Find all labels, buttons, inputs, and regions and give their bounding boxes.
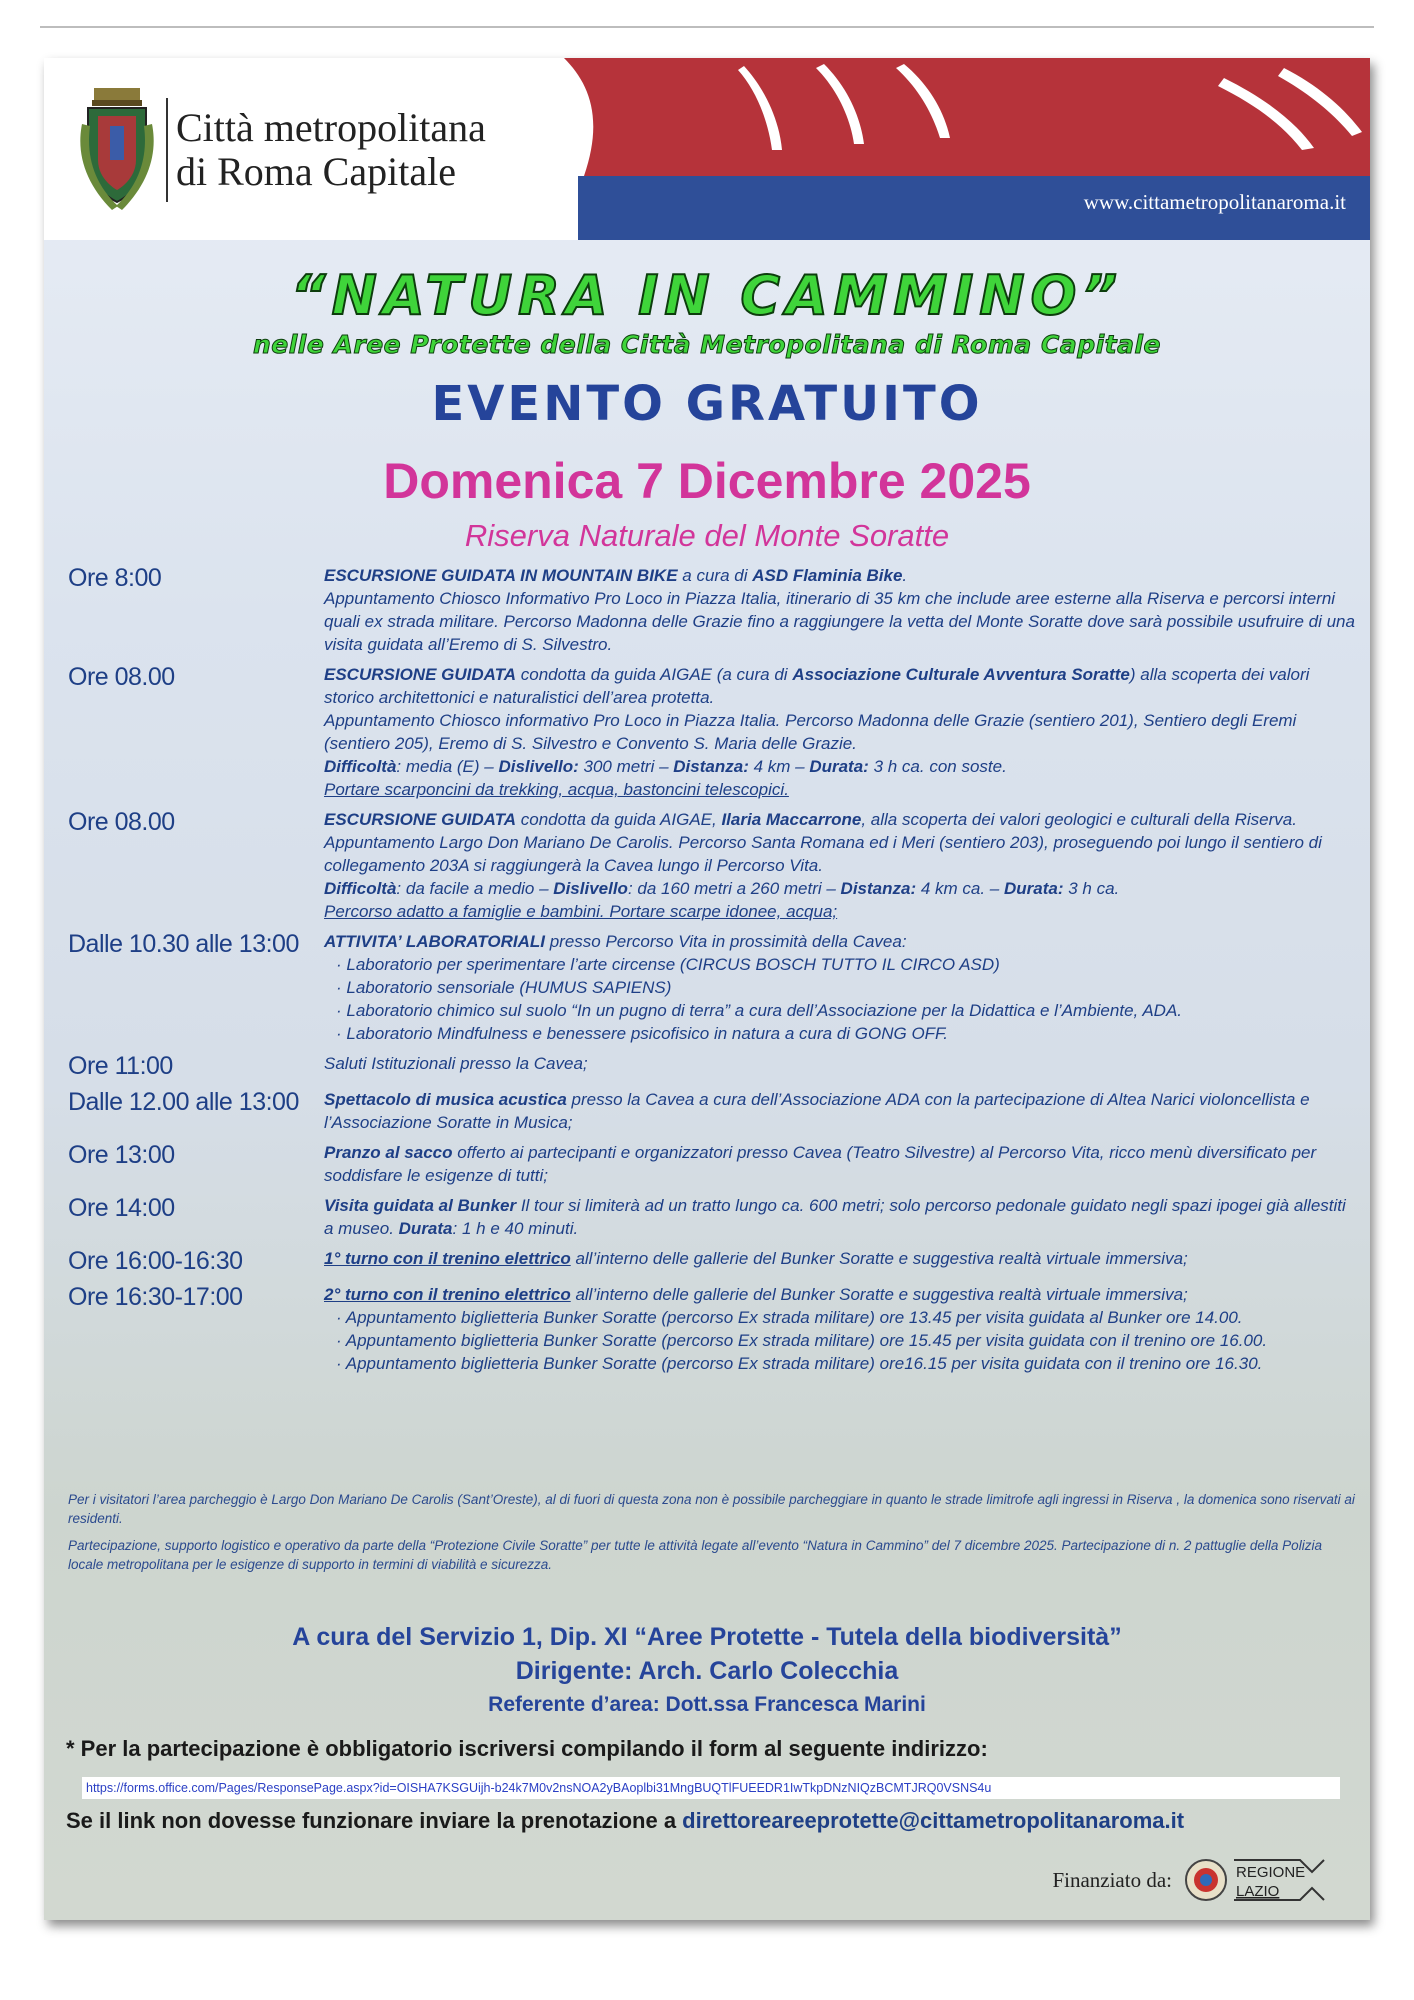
description-bold: Dislivello:: [498, 757, 579, 776]
credits-director: Dirigente: Arch. Carlo Colecchia: [515, 1657, 899, 1685]
description-bold: Durata:: [1004, 879, 1064, 898]
schedule-description: [324, 663, 1358, 801]
logo-divider: [166, 98, 168, 202]
org-name-line1: Città metropolitana: [176, 105, 486, 150]
description-bold: ESCURSIONE GUIDATA: [324, 810, 517, 829]
credits-service: A cura del Servizio 1, Dip. XI “Aree Protette - Tutela della biodiversità”: [292, 1623, 1122, 1651]
schedule-row: [68, 1088, 1358, 1134]
description-bold: Distanza:: [840, 879, 917, 898]
event-location: Riserva Naturale del Monte Soratte: [464, 518, 950, 553]
description-bold: ESCURSIONE GUIDATA IN MOUNTAIN BIKE: [324, 566, 678, 585]
description-underlined: Portare scarponcini da trekking, acqua, bastoncini telescopici.: [324, 780, 789, 799]
description-text: 300 metri –: [578, 757, 674, 776]
event-date: Domenica 7 Dicembre 2025: [383, 453, 1031, 509]
schedule-row: [68, 1283, 1358, 1375]
description-text: condotta da guida AIGAE (a cura di: [516, 665, 793, 684]
description-bold: Durata: [398, 1219, 453, 1238]
description-text: condotta da guida AIGAE,: [516, 810, 722, 829]
schedule-row: [68, 930, 1358, 1045]
description-bold: Difficoltà: [324, 757, 397, 776]
schedule-time: Ore 11:00: [68, 1052, 173, 1080]
signup-instructions: * Per la partecipazione è obbligatorio iscriversi compilando il form al seguente indirizzo:: [66, 1736, 988, 1761]
schedule-row: [68, 808, 1358, 923]
schedule-bullet: · Laboratorio Mindfulness e benessere psicofisico in natura a cura di GONG OFF.: [336, 1024, 948, 1043]
city-crest-icon: [72, 84, 162, 216]
description-bold: Durata:: [809, 757, 869, 776]
schedule-row: [68, 1052, 1358, 1081]
support-note: Partecipazione, supporto logistico e operativo da parte della “Protezione Civile Soratte” per tutte le attività legate all’evento “Natura in Cammino” del 7 dicembre 2025. Partecipazione di n. 2 pattuglie della Polizia locale metropolitana per le esigenze di supporto in termini di viabilità e sicurezza.: [68, 1538, 1322, 1572]
schedule-bullet: · Appuntamento biglietteria Bunker Soratte (percorso Ex strada militare) ore16.15 per visita guidata con il trenino ore 16.30.: [336, 1354, 1263, 1373]
description-text: 4 km ca. –: [916, 879, 1004, 898]
top-rule: [40, 26, 1374, 28]
description-text: ) alla scoperta dei valori storico architettonici e naturalistici dell’area protetta.: [324, 665, 1310, 707]
description-bold: Difficoltà: [324, 879, 397, 898]
fallback-instructions: [66, 1808, 1184, 1834]
description-bold: Ilaria Maccarrone: [721, 810, 862, 829]
event-poster: [44, 58, 1370, 1920]
schedule-time: Ore 8:00: [68, 564, 162, 592]
org-name-line2: di Roma Capitale: [176, 149, 456, 194]
description-bold: Visita guidata al Bunker: [324, 1196, 517, 1215]
description-text: 3 h ca. con soste.: [868, 757, 1007, 776]
credits: [44, 1620, 1370, 1722]
description-text: a cura di: [677, 566, 753, 585]
schedule-time: Ore 14:00: [68, 1194, 175, 1222]
description-bold: ASD Flaminia Bike: [752, 566, 903, 585]
description-text: all’interno delle gallerie del Bunker Soratte e suggestiva realtà virtuale immersiva;: [570, 1249, 1188, 1268]
schedule-bullet: · Laboratorio sensoriale (HUMUS SAPIENS): [336, 978, 672, 997]
regione-lazio-logo-icon: [1182, 1848, 1332, 1912]
schedule-row: [68, 564, 1358, 656]
credits-contact: Referente d’area: Dott.ssa Francesca Marini: [488, 1693, 926, 1716]
notes: [68, 1490, 1358, 1582]
schedule-description: [324, 1283, 1358, 1375]
description-bold: ATTIVITA’ LABORATORIALI: [324, 932, 545, 951]
funding-block: [1052, 1848, 1332, 1912]
description-text: 4 km –: [748, 757, 810, 776]
description-bold: Spettacolo di musica acustica: [324, 1090, 567, 1109]
description-bold: ESCURSIONE GUIDATA: [324, 665, 517, 684]
schedule-time: Ore 16:30-17:00: [68, 1283, 243, 1311]
schedule-time: Ore 13:00: [68, 1141, 175, 1169]
schedule-description: [324, 1088, 1358, 1134]
description-text: Appuntamento Chiosco informativo Pro Loco in Piazza Italia. Percorso Madonna delle Grazie (sentiero 201), Sentiero degli Eremi (sentiero 205), Eremo di S. Silvestro e Convento S. Maria delle Grazie.: [324, 711, 1297, 753]
website-url: www.cittametropolitanaroma.it: [1083, 190, 1346, 214]
description-text: , alla scoperta dei valori geologici e culturali della Riserva. Appuntamento Largo Don Mariano De Carolis. Percorso Santa Romana ed i Meri (sentiero 203), proseguendo poi lungo il sentiero di collegamento 203A si raggiungerà la Cavea lungo il Percorso Vita.: [324, 810, 1322, 875]
description-bold: Associazione Culturale Avventura Soratte: [792, 665, 1130, 684]
schedule-description: [324, 930, 1358, 1045]
schedule-description: [324, 1247, 1358, 1276]
region-line2: LAZIO: [1236, 1883, 1280, 1900]
schedule-time: Ore 16:00-16:30: [68, 1247, 243, 1275]
schedule-row: [68, 663, 1358, 801]
schedule-bullet: · Laboratorio per sperimentare l’arte circense (CIRCUS BOSCH TUTTO IL CIRCO ASD): [336, 955, 1000, 974]
schedule-bullet: · Laboratorio chimico sul suolo “In un pugno di terra” a cura dell’Associazione per la Didattica e l’Ambiente, ADA.: [336, 1001, 1183, 1020]
org-name: [176, 106, 486, 194]
description-text: : 1 h e 40 minuti.: [452, 1219, 579, 1238]
description-text: 3 h ca.: [1063, 879, 1120, 898]
contact-email-link[interactable]: direttoreareeprotette@cittametropolitanaroma.it: [682, 1808, 1185, 1833]
description-text: all’interno delle gallerie del Bunker Soratte e suggestiva realtà virtuale immersiva;: [570, 1285, 1188, 1304]
schedule-time: Ore 08.00: [68, 663, 175, 691]
schedule-row: [68, 1141, 1358, 1187]
schedule-time: Ore 08.00: [68, 808, 175, 836]
schedule-row: [68, 1194, 1358, 1240]
event-subtitle: nelle Aree Protette della Città Metropolitana di Roma Capitale: [252, 330, 1161, 359]
free-event-banner: EVENTO GRATUITO: [431, 376, 983, 432]
schedule-bullet: · Appuntamento biglietteria Bunker Soratte (percorso Ex strada militare) ore 15.45 per visita guidata con il trenino ore 16.00.: [336, 1331, 1268, 1350]
description-text: presso Percorso Vita in prossimità della Cavea:: [544, 932, 907, 951]
schedule-bullet: · Appuntamento biglietteria Bunker Soratte (percorso Ex strada militare) ore 13.45 per visita guidata al Bunker ore 14.00.: [336, 1308, 1243, 1327]
fallback-prefix: Se il link non dovesse funzionare inviare la prenotazione a: [66, 1808, 683, 1833]
schedule-description: [324, 808, 1358, 923]
schedule-time: Dalle 10.30 alle 13:00: [68, 930, 299, 958]
signup-form-link[interactable]: https://forms.office.com/Pages/ResponsePage.aspx?id=OISHA7KSGUijh-b24k7M0v2nsNOA2yBAoplbi31MngBUQTlFUEEDR1IwTkpDNzNIQzBCMTJRQ0VSNS4u: [82, 1777, 1340, 1799]
description-bold: Dislivello: [553, 879, 628, 898]
schedule-description: [324, 1194, 1358, 1240]
description-underlined: Percorso adatto a famiglie e bambini. Portare scarpe idonee, acqua;: [324, 902, 838, 921]
schedule-description: [324, 1052, 1358, 1081]
description-bold-underlined: 2° turno con il trenino elettrico: [324, 1285, 571, 1304]
description-text: : media (E) –: [396, 757, 499, 776]
parking-note: Per i visitatori l’area parcheggio è Largo Don Mariano De Carolis (Sant’Oreste), al di fuori di questa zona non è possibile parcheggiare in quanto le strade limitrofe agli ingressi in Riserva , la domenica sono riservati ai residenti.: [68, 1492, 1355, 1526]
description-bold-underlined: 1° turno con il trenino elettrico: [324, 1249, 571, 1268]
description-text: Saluti Istituzionali presso la Cavea;: [324, 1054, 588, 1073]
description-text: offerto ai partecipanti e organizzatori presso Cavea (Teatro Silvestre) al Percorso Vita, ricco menù diversificato per soddisfare le esigenze di tutti;: [324, 1143, 1317, 1185]
funded-by-label: Finanziato da:: [1052, 1867, 1172, 1892]
schedule-description: [324, 1141, 1358, 1187]
description-text: : da facile a medio –: [396, 879, 554, 898]
schedule-description: [324, 564, 1358, 656]
schedule-time: Dalle 12.00 alle 13:00: [68, 1088, 299, 1116]
description-text: : da 160 metri a 260 metri –: [627, 879, 841, 898]
schedule-row: [68, 1247, 1358, 1276]
region-line1: REGIONE: [1236, 1864, 1306, 1881]
description-text: Il tour si limiterà ad un tratto lungo ca. 600 metri; solo percorso pedonale guidato negli spazi ipogei già allestiti a museo.: [324, 1196, 1346, 1238]
schedule-list: [68, 564, 1358, 1382]
event-title: “NATURA IN CAMMINO”: [290, 264, 1124, 327]
description-text: Appuntamento Chiosco Informativo Pro Loco in Piazza Italia, itinerario di 35 km che include aree esterne alla Riserva e percorsi interni quali ex strada militare. Percorso Madonna delle Grazie fino a raggiungere la vetta del Monte Soratte dove sarà possibile usufruire di una visita guidata all’Eremo di S. Silvestro.: [324, 589, 1355, 654]
description-text: .: [902, 566, 908, 585]
description-bold: Pranzo al sacco: [324, 1143, 453, 1162]
description-bold: Distanza:: [673, 757, 749, 776]
description-text: presso la Cavea a cura dell’Associazione ADA con la partecipazione di Altea Narici violoncellista e l’Associazione Soratte in Musica;: [324, 1090, 1310, 1132]
